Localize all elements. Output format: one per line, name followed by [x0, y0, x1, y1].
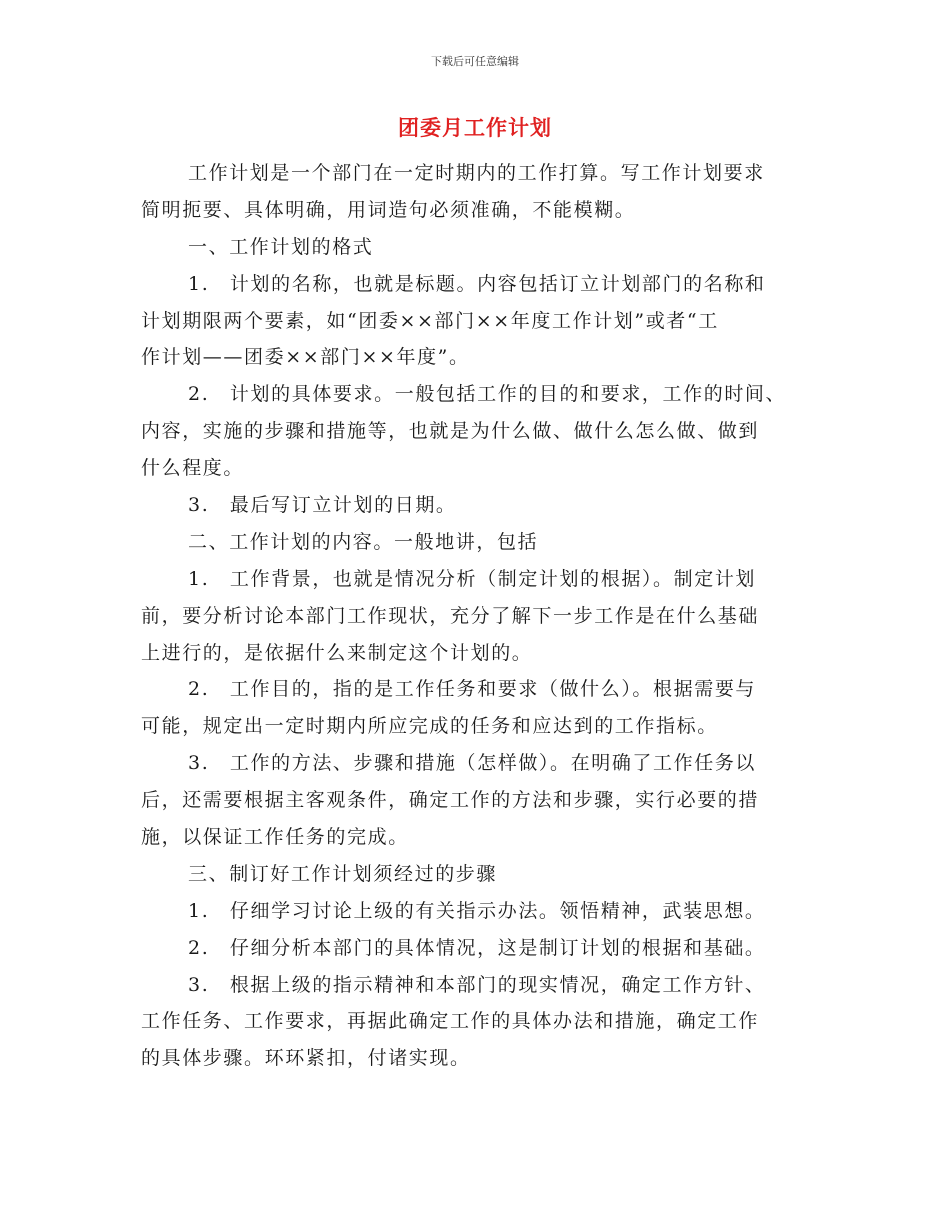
- body-line: 工作计划是一个部门在一定时期内的工作打算。写工作计划要求: [188, 162, 765, 184]
- body-line: 2. 计划的具体要求。一般包括工作的目的和要求，工作的时间、: [188, 383, 787, 406]
- body-line: 1. 计划的名称，也就是标题。内容包括订立计划部门的名称和: [188, 272, 766, 295]
- body-line: 内容，实施的步骤和措施等，也就是为什么做、做什么怎么做、做到: [141, 420, 760, 443]
- body-line: 的具体步骤。环环紧扣，付诸实现。: [141, 1047, 471, 1070]
- body-line: 3. 根据上级的指示精神和本部门的现实情况，确定工作方针、: [188, 973, 766, 996]
- body-line: 一、工作计划的格式: [188, 235, 374, 258]
- body-line: 简明扼要、具体明确，用词造句必须准确，不能模糊。: [141, 198, 636, 221]
- body-line: 作计划——团委××部门××年度”。: [141, 346, 470, 369]
- body-line: 后，还需要根据主客观条件，确定工作的方法和步骤，实行必要的措: [141, 789, 760, 812]
- body-line: 前，要分析讨论本部门工作现状，充分了解下一步工作是在什么基础: [141, 604, 760, 627]
- document-body: [141, 155, 811, 1077]
- body-line: 3. 工作的方法、步骤和措施（怎样做）。在明确了工作任务以: [188, 752, 757, 775]
- body-line: 可能，规定出一定时期内所应完成的任务和应达到的工作指标。: [141, 715, 718, 738]
- body-line: 1. 仔细学习讨论上级的有关指示办法。领悟精神，武装思想。: [188, 899, 766, 922]
- body-line: 2. 工作目的，指的是工作任务和要求（做什么）。根据需要与: [188, 678, 757, 701]
- body-line: 3. 最后写订立计划的日期。: [188, 494, 457, 517]
- body-line: 1. 工作背景，也就是情况分析（制定计划的根据）。制定计划: [188, 567, 757, 590]
- body-line: 二、工作计划的内容。一般地讲，包括: [188, 530, 539, 553]
- body-line: 施，以保证工作任务的完成。: [141, 826, 409, 849]
- body-line: 什么程度。: [141, 457, 245, 480]
- body-line: 三、制订好工作计划须经过的步骤: [188, 862, 498, 885]
- body-line: 上进行的，是依据什么来制定这个计划的。: [141, 641, 533, 664]
- body-line: 2. 仔细分析本部门的具体情况，这是制订计划的根据和基础。: [188, 936, 766, 959]
- header-note: 下载后可任意编辑: [431, 55, 519, 68]
- document-title: 团委月工作计划: [398, 116, 552, 140]
- body-line: 工作任务、工作要求，再据此确定工作的具体办法和措施，确定工作: [141, 1010, 760, 1033]
- body-line: 计划期限两个要素，如“团委××部门××年度工作计划”或者“工: [141, 309, 719, 332]
